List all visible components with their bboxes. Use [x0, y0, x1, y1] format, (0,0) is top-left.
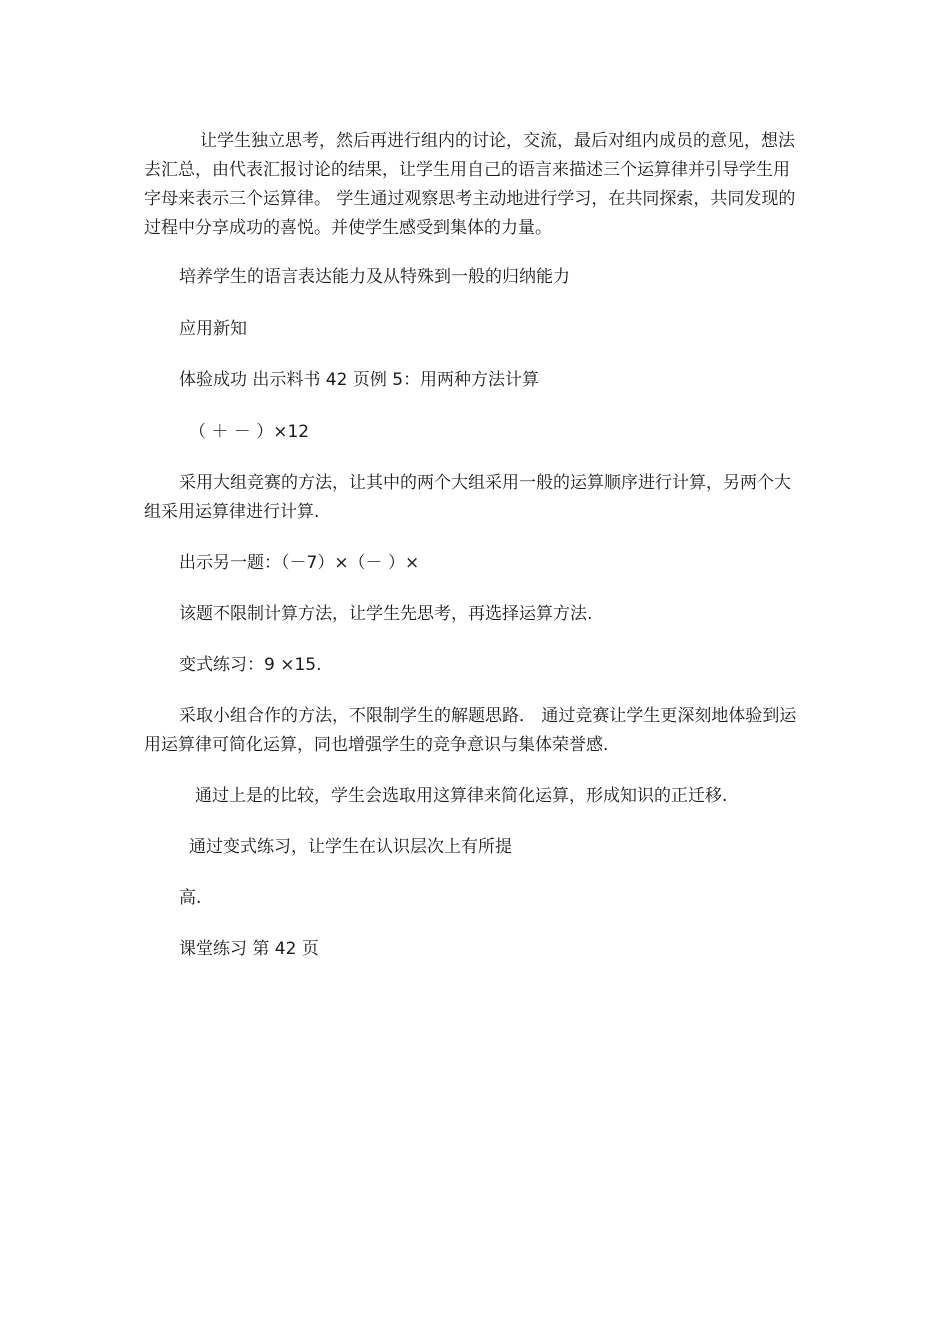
paragraph-group-work: 采取小组合作的方法，不限制学生的解题思路． 通过竞赛让学生更深刻地体验到运用运算律可简化运算，同也增强学生的竞争意识与集体荣誉感. [144, 706, 797, 755]
paragraph-another-problem: 出示另一题：（－7）×（－ ）× [179, 553, 420, 573]
paragraph-1: 让学生独立思考，然后再进行组内的讨论，交流，最后对组内成员的意见，想法去汇总，由代表汇报讨论的结果，让学生用自己的语言来描述三个运算律并引导学生用字母来表示三个运算律。 学生通过观察思考主动地进行学习，在共同探索，共同发现的过程中分享成功的喜悦。并使学生感受到集体的力量。 [144, 131, 796, 238]
paragraph-continuation: 高. [179, 888, 202, 908]
paragraph-variant-cognition: 通过变式练习，让学生在认识层次上有所提 [189, 837, 512, 857]
paragraph-variant-practice: 变式练习：9 ×15. [179, 655, 322, 675]
paragraph-free-method: 该题不限制计算方法，让学生先思考，再选择运算方法. [179, 604, 593, 624]
formula-1: （ ＋ － ）×12 [189, 422, 310, 442]
paragraph-example: 体验成功 出示料书 42 页例 5：用两种方法计算 [179, 370, 540, 390]
section-heading-apply: 应用新知 [179, 319, 247, 339]
paragraph-comparison: 通过上是的比较，学生会选取用这算律来简化运算，形成知识的正迁移. [195, 786, 728, 806]
paragraph-2: 培养学生的语言表达能力及从特殊到一般的归纳能力 [179, 267, 570, 287]
paragraph-competition: 采用大组竞赛的方法，让其中的两个大组采用一般的运算顺序进行计算，另两个大组采用运算律进行计算. [144, 473, 791, 522]
paragraph-classroom-practice: 课堂练习 第 42 页 [179, 939, 319, 959]
